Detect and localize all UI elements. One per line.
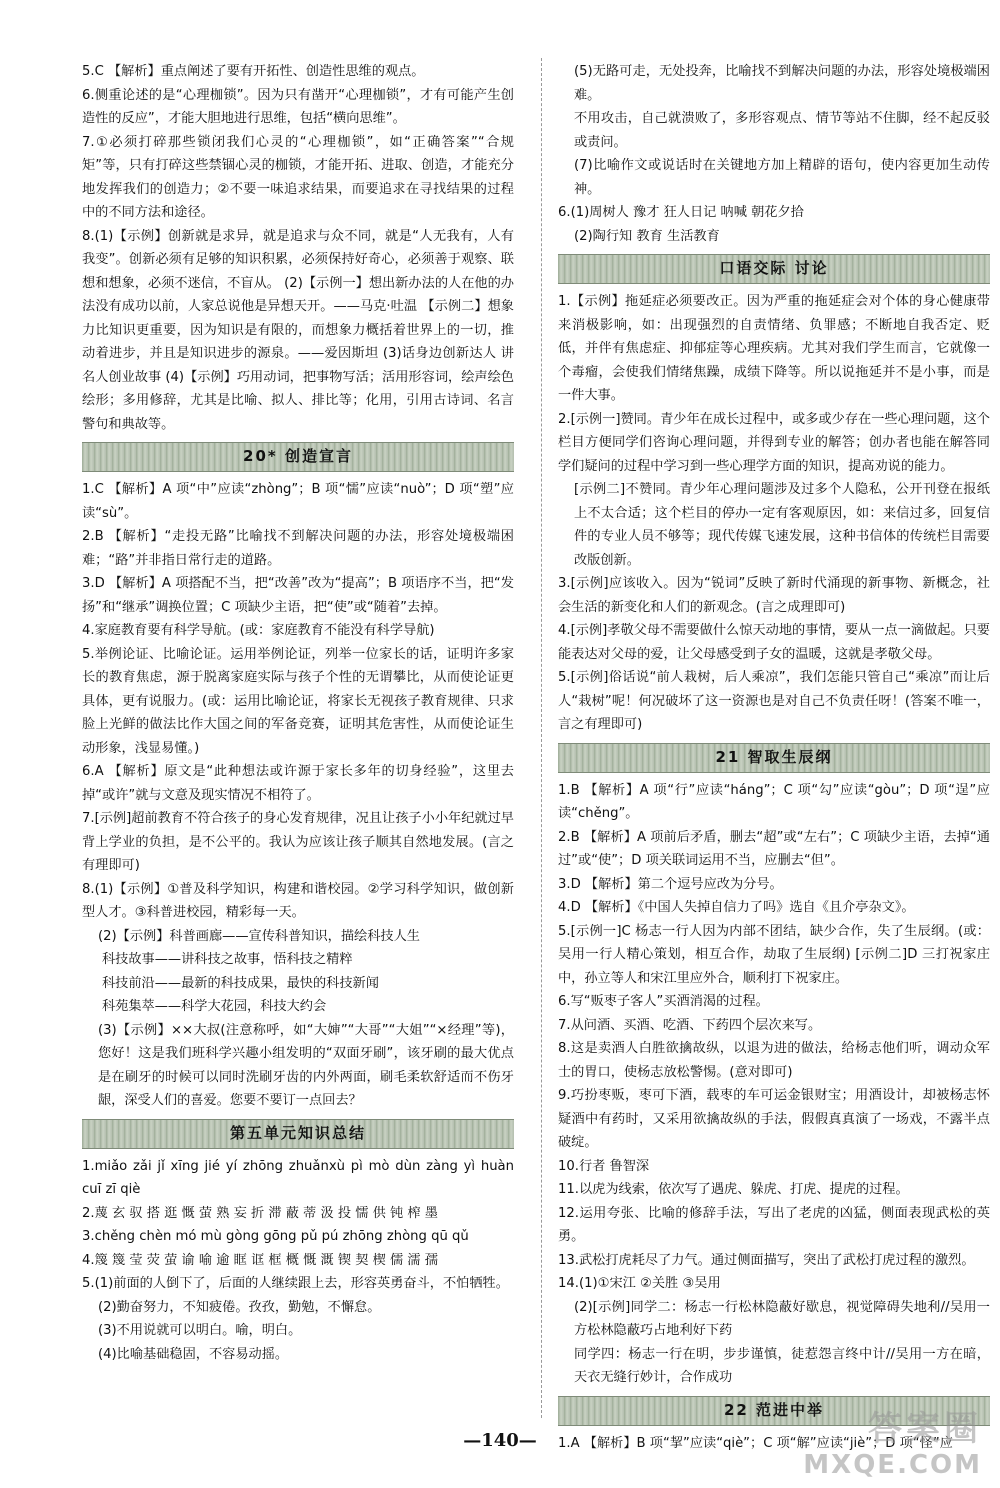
answer-item: 5.[示例一]C 杨志一行人因为内部不团结，缺少合作，失了生辰纲。(或：吴用一行人精心策划，相互合作，劫取了生辰纲) [示例二]D 三打祝家庄中，孙立等人和宋江里应外合，顺利打下祝家庄。 [558,923,990,986]
answer-item: 6.侧重论述的是“心理枷锁”。因为只有凿开“心理枷锁”，才有可能产生创造性的反应”，才能大胆地进行思维，包括“横向思维”。 [82,87,514,126]
answer-item: (2)陶行知 教育 生活教育 [574,228,720,244]
answer-item: 不用攻击，自己就溃败了，多形容观点、情节等站不住脚，经不起反驳或责问。 [574,111,990,150]
answer-item: 6.A 【解析】原文是“此种想法或许源于家长多年的切身经验”，这里去掉“或许”就与文意及现实情况不相符了。 [82,764,514,803]
answer-item: 5.举例论证、比喻论证。运用举例论证，列举一位家长的话，证明许多家长的教育焦虑，源于脱离家庭实际与孩子个性的无谓攀比，从而使论证更具体，更有说服力。(或：运用比喻论证，将家长无视孩子教育规律、只求脸上光鲜的做法比作大国之间的军备竞赛，证明其危害性，从而使论证生动形象，浅显易懂。) [82,646,514,756]
answer-item: 4.篾 篾 莹 荧 萤 谕 喻 逾 眶 诓 框 概 慨 溉 锲 契 楔 儒 濡 孺 [82,1252,438,1268]
answer-item: 4.[示例]孝敬父母不需要做什么惊天动地的事情，要从一点一滴做起。只要能表达对父母的爱，让父母感受到子女的温暖，这就是孝敬父母。 [558,623,990,662]
answer-item: 1.A 【解析】B 项“挈”应读“qiè”；C 项“解”应读“jiè”；D 项“怪”应 [558,1435,953,1451]
answer-item: 3.D 【解析】第二个逗号应改为分号。 [558,876,783,892]
section-banner-lesson-21: 21 智取生辰纲 [558,743,990,773]
answer-item: (2)[示例]同学二：杨志一行松林隐蔽好歇息，视觉障碍失地利//吴用一方松林隐蔽巧占地利好下药 [574,1299,990,1338]
answer-item: 1.miǎo zǎi jǐ xīng jié yí zhōng zhuǎnxù pì mò dùn zàng yì huàn cuī zī qiè [82,1158,514,1197]
answer-item: 2.[示例一]赞同。青少年在成长过程中，或多或少存在一些心理问题，这个栏目方便同学们咨询心理问题，并得到专业的解答；创办者也能在解答同学们疑问的过程中学习到一些心理学方面的知识，提高劝说的能力。 [558,411,990,474]
answer-item: 3.D 【解析】A 项搭配不当，把“改善”改为“提高”；B 项语序不当，把“发扬”和“继承”调换位置；C 项缺少主语，把“使”或“随着”去掉。 [82,576,514,615]
answer-item: 5.[示例]俗话说“前人栽树，后人乘凉”，我们怎能只管自己“乘凉”而让后人“栽树”呢！何况破坏了这一资源也是对自己不负责任呀！(答案不唯一，言之有理即可) [558,670,990,732]
answer-item: 8.(1)【示例】创新就是求异，就是追求与众不同，就是“人无我有，人有我变”。创新必须有足够的知识积累，必须保持好奇心，必须善于观察、联想和想象，必须不迷信，不盲从。 (2)【示例一】想出新办法的人在他的办法没有成功以前，人家总说他是异想天开。——马克·吐温 【示例二】想象力比知识更重要，因为知识是有限的，而想象力概括着世界上的一切，推动着进步，并且是知识进步的源泉。——爱因斯坦 (3)话身边创新达人 讲名人创业故事 (4)【示例】巧用动词，把事物写活；活用形容词，绘声绘色绘形；多用修辞，尤其是比喻、拟人、排比等；化用，引用古诗词、名言警句和典故等。 [82,228,514,432]
answer-item: 6.写“贩枣子客人”买酒消渴的过程。 [558,994,769,1009]
answer-item: 1.【示例】拖延症必须要改正。因为严重的拖延症会对个体的身心健康带来消极影响，如：出现强烈的自责情绪、负罪感；不断地自我否定、贬低，并伴有焦虑症、抑郁症等心理疾病。尤其对我们学生而言，它就像一个毒瘤，会使我们情绪焦躁，成绩下降等。所以说拖延并不是小事，而是一件大事。 [558,294,990,403]
answer-item: 6.(1)周树人 豫才 狂人日记 呐喊 朝花夕拾 [558,205,804,220]
answer-item: (7)比喻作文或说话时在关键地方加上精辟的语句，使内容更加生动传神。 [574,158,990,197]
answer-item: 12.运用夸张、比喻的修辞手法，写出了老虎的凶猛，侧面表现武松的英勇。 [558,1205,990,1244]
section-banner-lesson-22: 22 范进中举 [558,1396,990,1426]
section-banner-lesson-20: 20* 创造宣言 [82,442,514,472]
answer-item: (2)【示例】科普画廊——宣传科普知识，描绘科技人生 [98,928,420,944]
answer-item: 2.B 【解析】“走投无路”比喻找不到解决问题的办法，形容处境极端困难；“路”并非指日常行走的道路。 [82,529,514,568]
answer-item: (3)不用说就可以明白。喻，明白。 [98,1323,302,1338]
answer-item: 11.以虎为线索，依次写了遇虎、躲虎、打虎、提虎的过程。 [558,1182,909,1197]
left-column [82,60,514,1366]
answer-item: 2.B 【解析】A 项前后矛盾，删去“超”或“左右”；C 项缺少主语，去掉“通过”或“使”；D 项关联词运用不当，应删去“但”。 [558,829,990,868]
answer-item: 5.(1)前面的人倒下了，后面的人继续跟上去，形容英勇奋斗，不怕牺牲。 [82,1276,509,1291]
answer-item: 8.(1)【示例】①普及科学知识，构建和谐校园。②学习科学知识，做创新型人才。③科普进校园，精彩每一天。 [82,881,514,920]
watermark-url: MXQE.COM [803,1450,982,1480]
answer-item: 13.武松打虎耗尽了力气。通过侧面描写，突出了武松打虎过程的激烈。 [558,1252,975,1268]
answer-item: 1.C 【解析】A 项“中”应读“zhòng”；B 项“懦”应读“nuò”；D 项“塑”应读“sù”。 [82,482,514,521]
answer-item: 10.行者 鲁智深 [558,1158,650,1174]
answer-item: 3.chěng chèn mó mù gòng gōng pǔ pú zhōng zhòng qū qǔ [82,1229,469,1244]
answer-item: (3)【示例】××大叔(注意称呼，如“大婶”“大哥”“大姐”“×经理”等)，您好！这是我们班科学兴趣小组发明的“双面牙刷”，该牙刷的最大优点是在刷牙的时候可以同时洗刷牙齿的内外两面，刷毛柔软舒适而不伤牙龈，深受人们的喜爱。您要不要订一点回去？ [98,1022,514,1108]
column-divider [541,58,543,1418]
answer-item: (4)比喻基础稳固，不容易动摇。 [98,1346,289,1362]
answer-item: 8.这是卖酒人白胜欲擒故纵，以退为进的做法，给杨志他们听，调动众军士的胃口，使杨志放松警惕。(意对即可) [558,1041,990,1080]
answer-item: 科苑集萃——科学大花园，科技大约会 [102,999,327,1014]
answer-item: 2.蔑 玄 驭 搭 逛 慨 萤 熟 妄 折 滞 蔽 蒂 汲 投 懦 供 钝 榨 墨 [82,1205,438,1221]
section-banner-unit-summary: 第五单元知识总结 [82,1119,514,1149]
answer-item: 7.①必须打碎那些锁闭我们心灵的“心理枷锁”，如“正确答案”“合规矩”等，只有打碎这些禁锢心灵的枷锁，才能开拓、进取、创造，才能充分地发挥我们的创造力；②不要一味追求结果，而要追求在寻找结果的过程中的不同方法和途径。 [82,134,514,220]
answer-item: 科技故事——讲科技之故事，悟科技之精粹 [102,952,353,967]
section-banner-oral-communication: 口语交际 讨论 [558,254,990,284]
answer-item: 同学四：杨志一行在明，步步谨慎，徒惹怨言终中计//吴用一方在暗，天衣无缝行妙计，合作成功 [574,1346,990,1385]
answer-item: 4.家庭教育要有科学导航。(或：家庭教育不能没有科学导航) [82,623,435,638]
answer-item: 9.巧扮枣贩，枣可下酒，载枣的车可运金银财宝；用酒设计，却被杨志怀疑酒中有药时，又采用欲擒故纵的手法，假假真真演了一场戏，不露半点破绽。 [558,1088,990,1150]
answer-item: 4.D 【解析】《中国人失掉自信力了吗》选自《且介亭杂文》。 [558,900,915,915]
answer-item: (5)无路可走，无处投奔，比喻找不到解决问题的办法，形容处境极端困难。 [574,64,990,103]
answer-item: 7.从问酒、买酒、吃酒、下药四个层次来写。 [558,1017,822,1033]
answer-item: [示例二]不赞同。青少年心理问题涉及过多个人隐私，公开刊登在报纸上不太合适；这个栏目的停办一定有客观原因，如：来信过多，回复信件的专业人员不够等；现代传媒飞速发展，这种书信体的传统栏目需要改版创新。 [574,482,990,568]
answer-item: 14.(1)①宋江 ②关胜 ③吴用 [558,1276,721,1291]
watermark-text: 答案圈 [868,1409,982,1449]
answer-item: 7.[示例]超前教育不符合孩子的身心发育规律，况且让孩子小小年纪就过早背上学业的负担，是不公平的。我认为应该让孩子顺其自然地发展。(言之有理即可) [82,811,514,873]
right-column [558,60,990,1455]
answer-item: 科技前沿——最新的科技成果，最快的科技新闻 [102,975,379,991]
answer-item: 5.C 【解析】重点阐述了要有开拓性、创造性思维的观点。 [82,64,425,79]
watermark-logo [803,1401,982,1480]
page-number: —140— [463,1430,537,1451]
answer-item: 1.B 【解析】A 项“行”应读“háng”；C 项“勾”应读“gòu”；D 项“逞”应读“chěng”。 [558,782,990,821]
answer-item: 3.[示例]应该收入。因为“锐词”反映了新时代涌现的新事物、新概念，社会生活的新变化和人们的新观念。(言之成理即可) [558,576,990,615]
answer-item: (2)勤奋努力，不知疲倦。孜孜，勤勉，不懈怠。 [98,1299,381,1315]
